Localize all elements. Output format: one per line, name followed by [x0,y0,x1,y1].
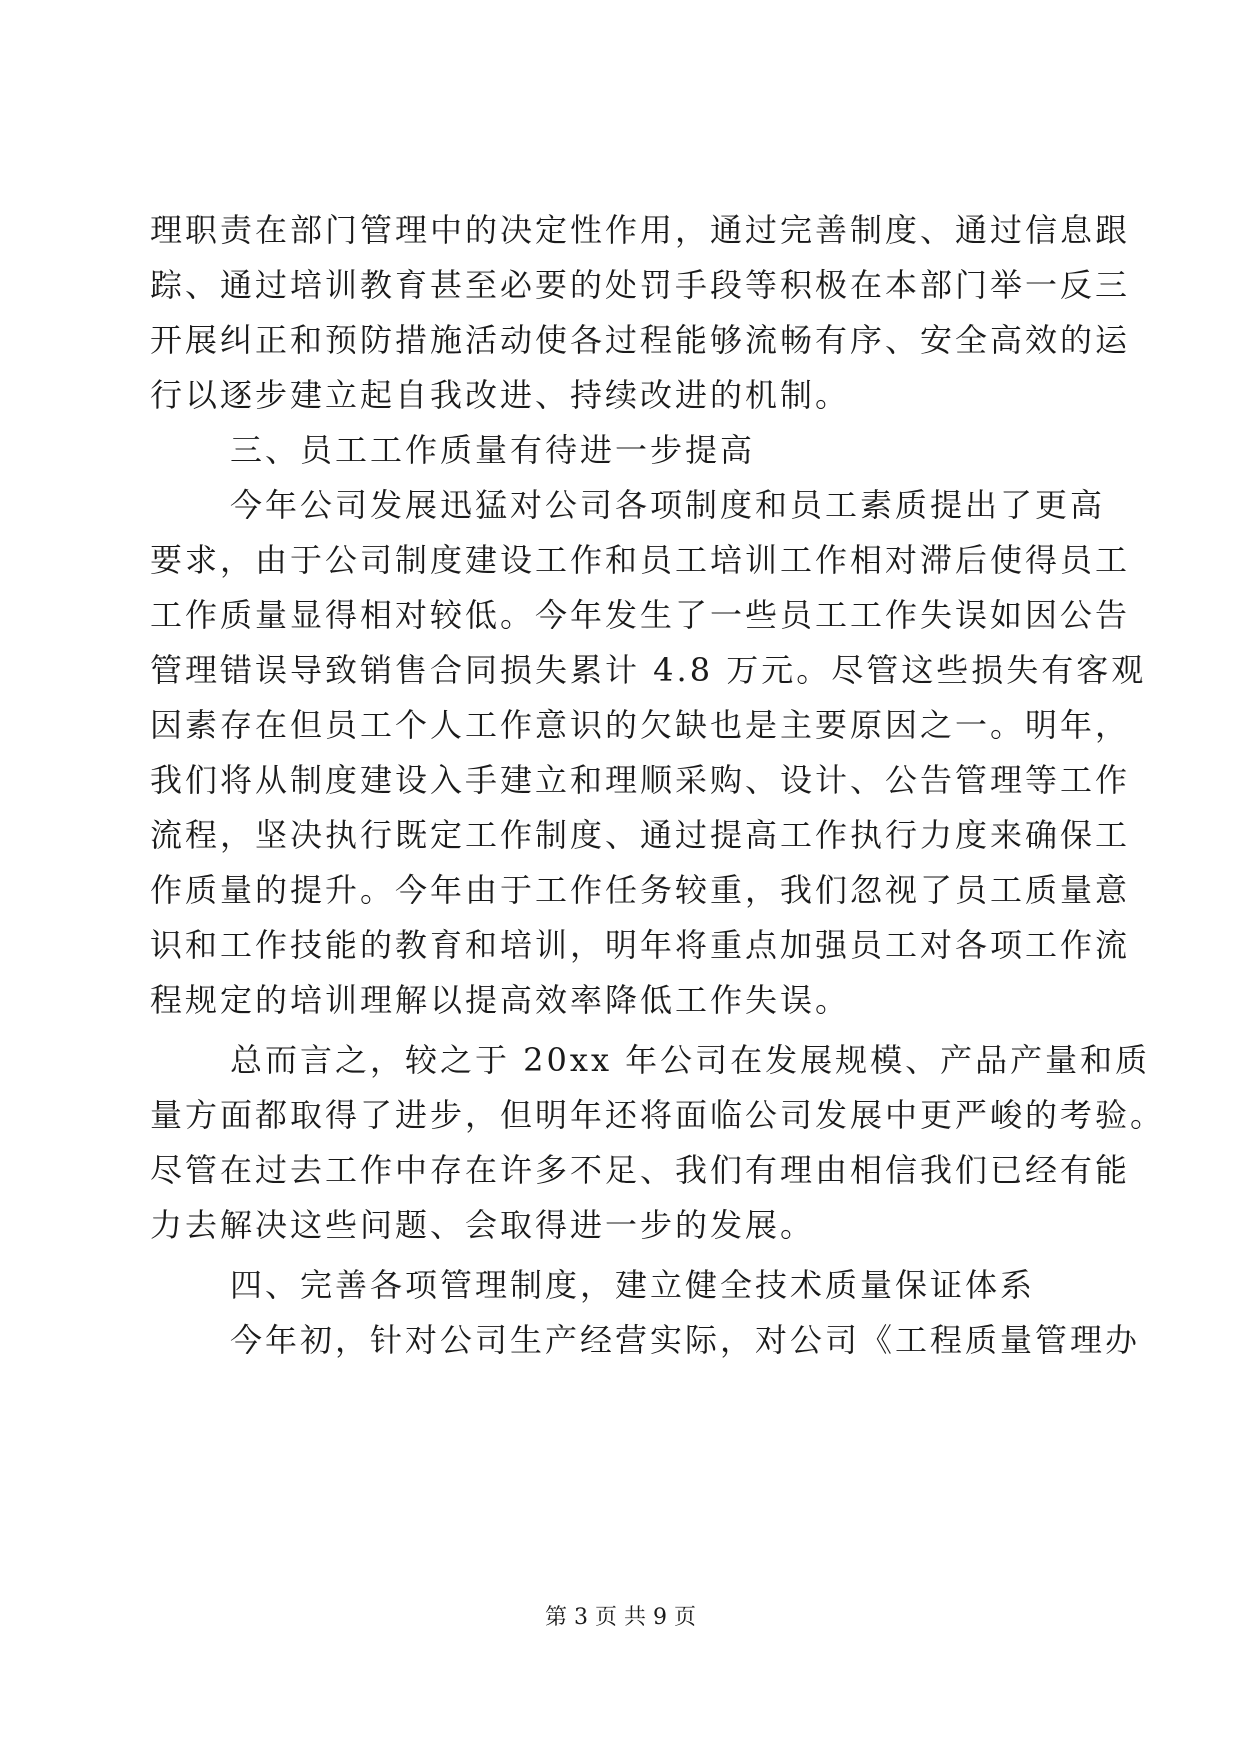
text-line: 程规定的培训理解以提高效率降低工作失误。 [150,981,851,1019]
section-heading: 三、员工工作质量有待进一步提高 [230,431,756,469]
text-line: 流程，坚决执行既定工作制度、通过提高工作执行力度来确保工 [150,816,1131,854]
text-line: 踪、通过培训教育甚至必要的处罚手段等积极在本部门举一反三 [150,266,1131,304]
text-line: 作质量的提升。今年由于工作任务较重，我们忽视了员工质量意 [150,871,1131,909]
text-line: 今年初，针对公司生产经营实际，对公司《工程质量管理办 [230,1321,1141,1359]
text-line: 总而言之，较之于 20xx 年公司在发展规模、产品产量和质 [230,1041,1151,1079]
text-line: 力去解决这些问题、会取得进一步的发展。 [150,1206,816,1244]
text-line: 我们将从制度建设入手建立和理顺采购、设计、公告管理等工作 [150,761,1131,799]
page-number-footer: 第 3 页 共 9 页 [545,1605,696,1630]
text-line: 工作质量显得相对较低。今年发生了一些员工工作失误如因公告 [150,596,1131,634]
text-line: 识和工作技能的教育和培训，明年将重点加强员工对各项工作流 [150,926,1131,964]
text-line: 管理错误导致销售合同损失累计 4.8 万元。尽管这些损失有客观 [150,651,1147,689]
section-heading: 四、完善各项管理制度，建立健全技术质量保证体系 [230,1266,1036,1304]
text-line: 今年公司发展迅猛对公司各项制度和员工素质提出了更高 [230,486,1106,524]
text-line: 理职责在部门管理中的决定性作用，通过完善制度、通过信息跟 [150,211,1131,249]
text-line: 行以逐步建立起自我改进、持续改进的机制。 [150,376,851,414]
text-line: 量方面都取得了进步，但明年还将面临公司发展中更严峻的考验。 [150,1096,1166,1134]
text-line: 尽管在过去工作中存在许多不足、我们有理由相信我们已经有能 [150,1151,1131,1189]
text-line: 开展纠正和预防措施活动使各过程能够流畅有序、安全高效的运 [150,321,1131,359]
text-line: 因素存在但员工个人工作意识的欠缺也是主要原因之一。明年， [150,706,1131,744]
text-line: 要求，由于公司制度建设工作和员工培训工作相对滞后使得员工 [150,541,1131,579]
